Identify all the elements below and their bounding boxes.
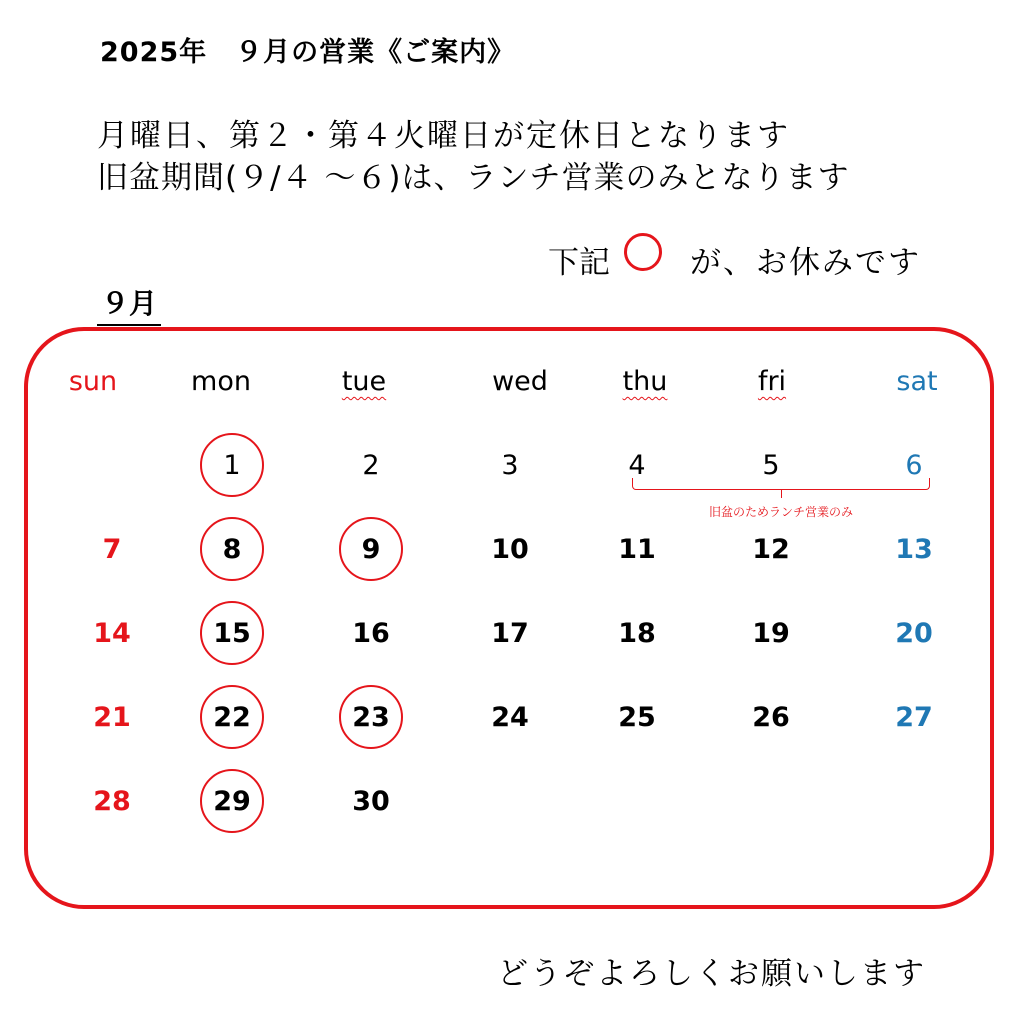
- weekday-header-sat: sat: [896, 366, 938, 397]
- calendar-day-21: 21: [93, 701, 131, 733]
- calendar-day-9: 9: [339, 517, 403, 581]
- calendar-day-8: 8: [200, 517, 264, 581]
- month-label: ９月: [97, 282, 161, 326]
- calendar-day-27: 27: [895, 701, 933, 733]
- calendar-day-17: 17: [491, 617, 529, 649]
- calendar-day-2: 2: [362, 449, 380, 481]
- closed-day-circle-icon: [624, 233, 662, 271]
- calendar-day-6: 6: [905, 449, 923, 481]
- notice-regular-holidays: 月曜日、第２・第４火曜日が定休日となります: [97, 118, 790, 154]
- page-title: 2025年 ９月の営業《ご案内》: [100, 37, 516, 68]
- weekday-header-fri: fri: [757, 366, 787, 397]
- calendar-day-29: 29: [200, 769, 264, 833]
- obon-bracket-tick: [781, 489, 782, 498]
- calendar-day-12: 12: [752, 533, 790, 565]
- calendar-day-30: 30: [352, 785, 390, 817]
- calendar-day-25: 25: [618, 701, 656, 733]
- calendar-day-24: 24: [491, 701, 529, 733]
- calendar-day-28: 28: [93, 785, 131, 817]
- closing-message: どうぞよろしくお願いします: [497, 956, 926, 992]
- legend-prefix: 下記: [548, 245, 610, 281]
- calendar-day-13: 13: [895, 533, 933, 565]
- calendar-day-16: 16: [352, 617, 390, 649]
- weekday-header-thu: thu: [622, 366, 668, 397]
- calendar-day-7: 7: [102, 533, 122, 565]
- calendar-day-14: 14: [93, 617, 131, 649]
- calendar-day-4: 4: [628, 449, 646, 481]
- calendar-day-20: 20: [895, 617, 933, 649]
- calendar-day-10: 10: [491, 533, 529, 565]
- weekday-header-mon: mon: [191, 366, 251, 397]
- calendar-day-1: 1: [200, 433, 264, 497]
- obon-bracket-note: 旧盆のためランチ営業のみ: [708, 505, 854, 519]
- calendar-day-5: 5: [762, 449, 780, 481]
- calendar-day-15: 15: [200, 601, 264, 665]
- calendar-day-11: 11: [618, 533, 656, 565]
- calendar-day-19: 19: [752, 617, 790, 649]
- weekday-header-tue: tue: [341, 366, 387, 397]
- calendar-day-26: 26: [752, 701, 790, 733]
- notice-obon-lunch-only: 旧盆期間(９/４ ～６)は、ランチ営業のみとなります: [97, 160, 850, 196]
- calendar-day-3: 3: [501, 449, 519, 481]
- legend-suffix: が、お休みです: [690, 245, 921, 281]
- weekday-header-wed: wed: [492, 366, 548, 397]
- calendar-day-22: 22: [200, 685, 264, 749]
- weekday-header-sun: sun: [68, 366, 118, 397]
- calendar-day-23: 23: [339, 685, 403, 749]
- calendar-day-18: 18: [618, 617, 656, 649]
